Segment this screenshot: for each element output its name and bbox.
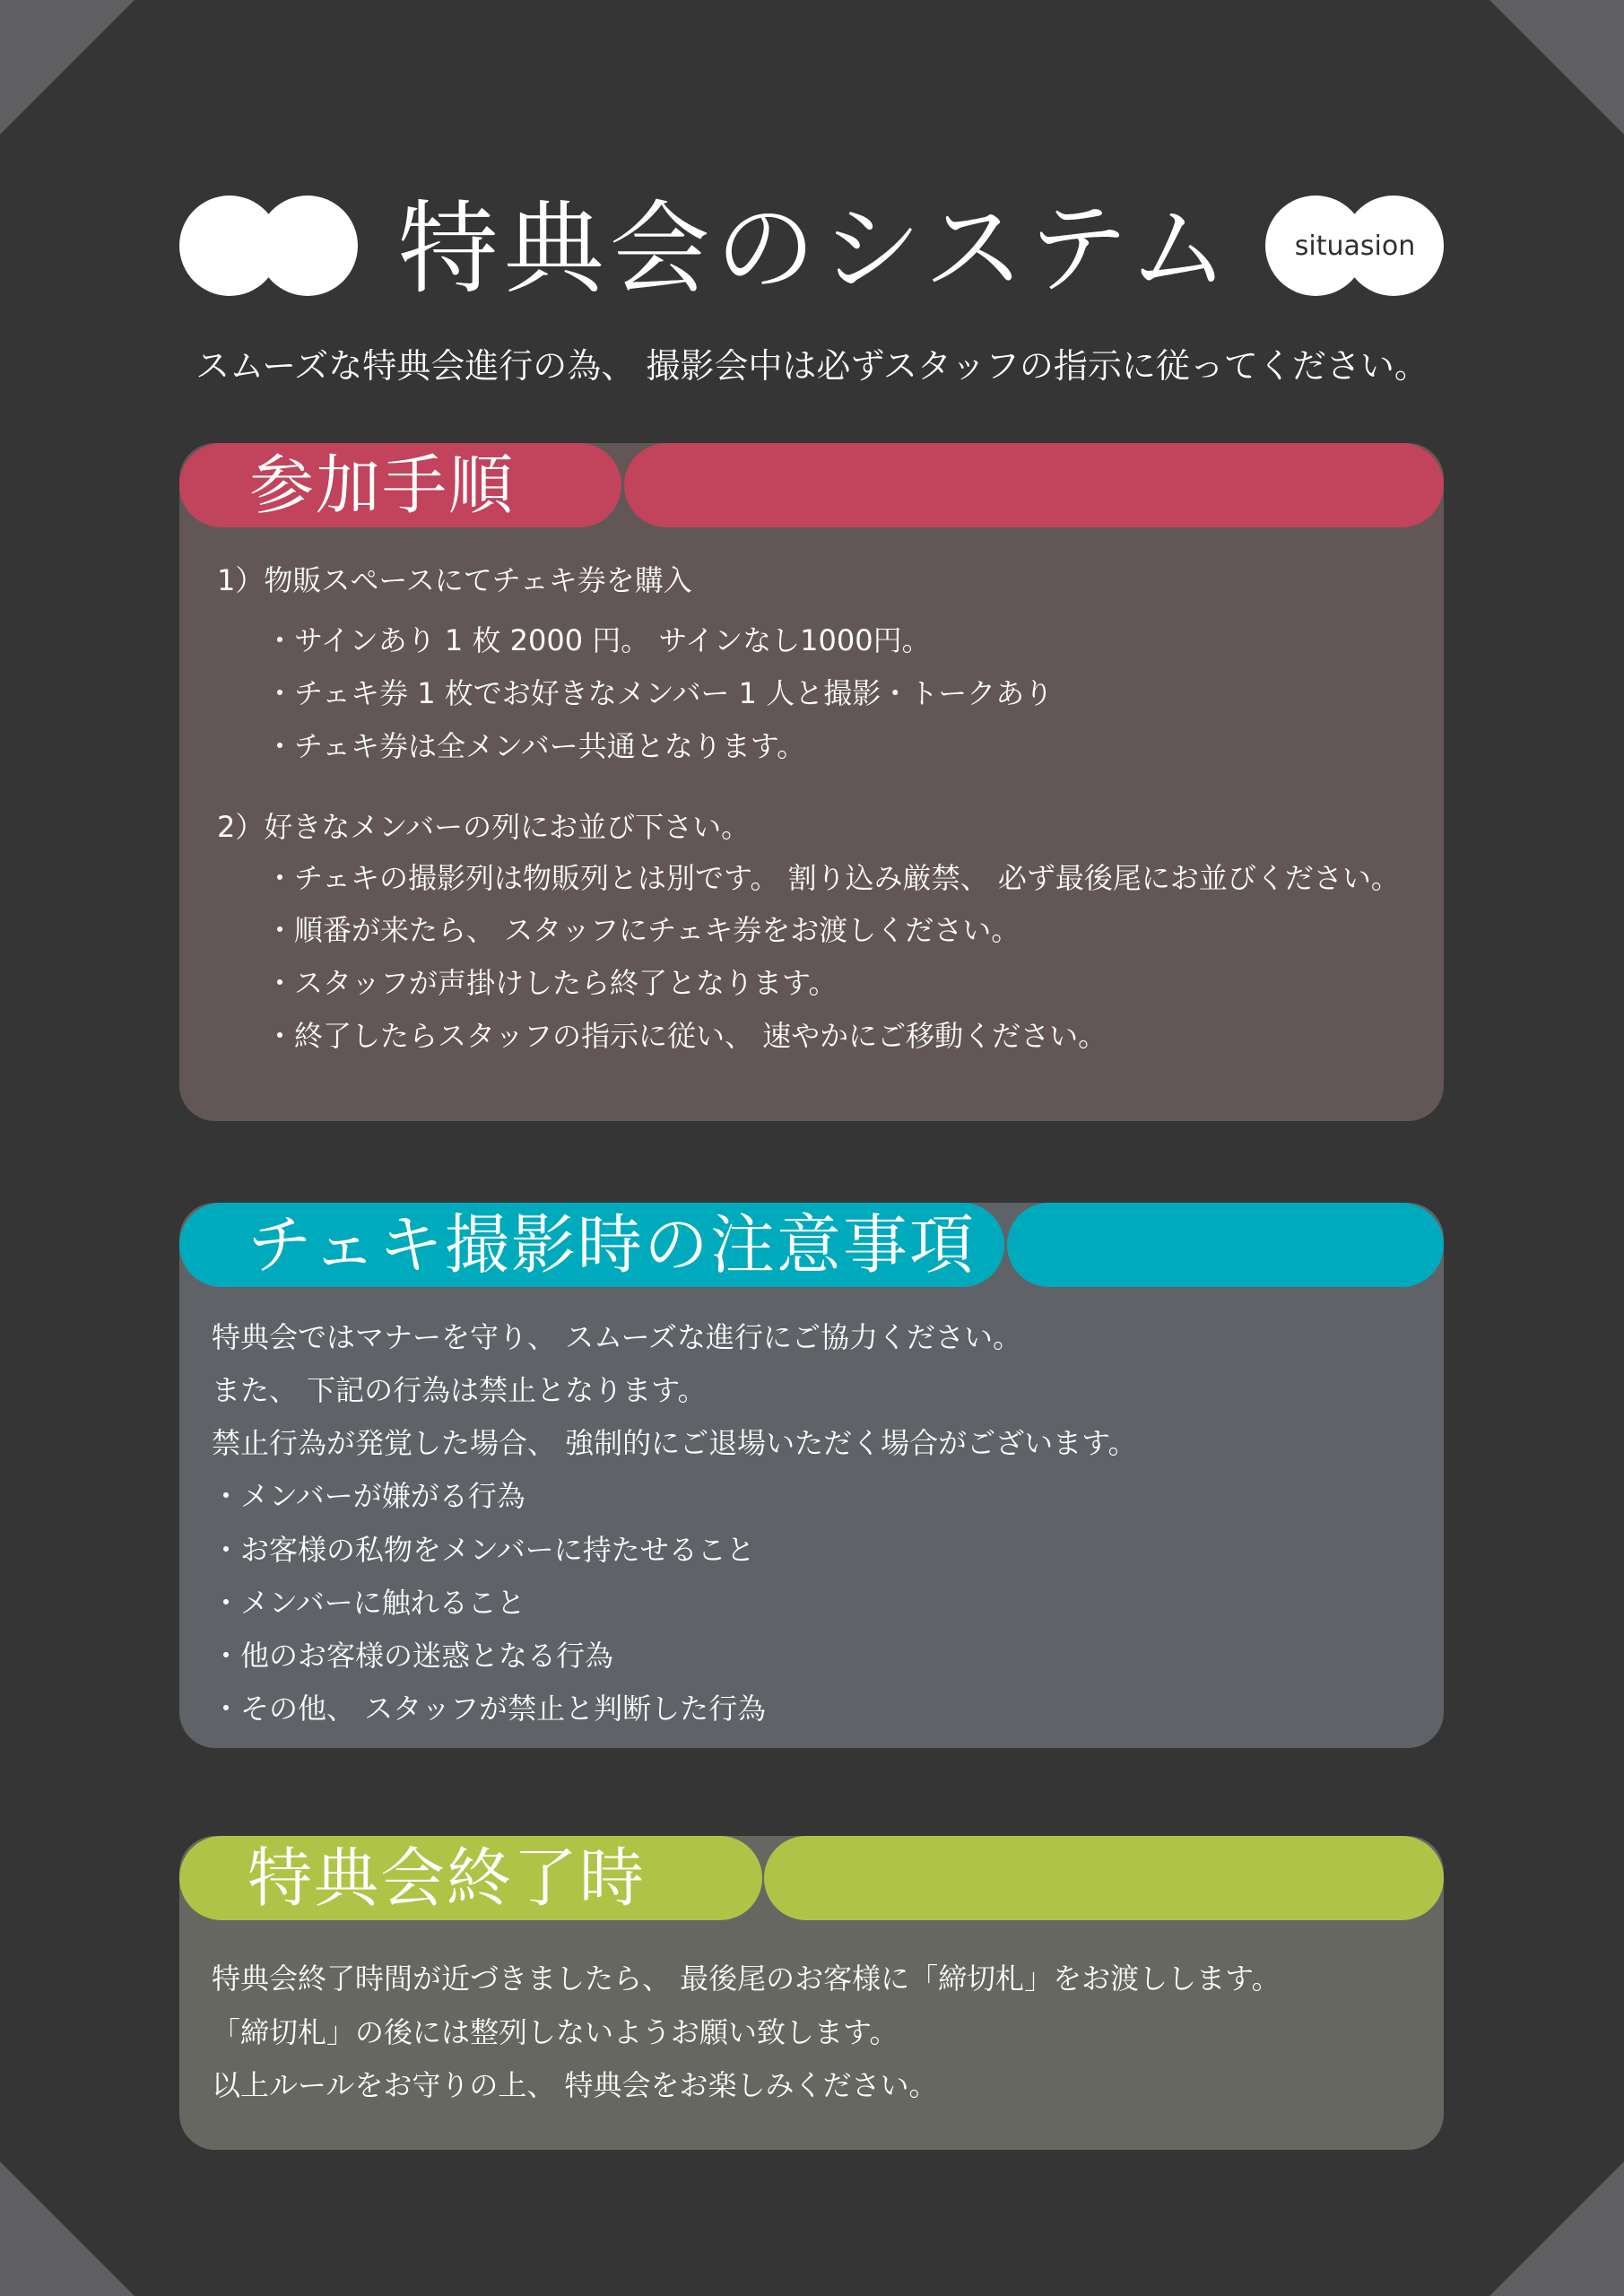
list-item: ・メンバーが嫌がる行為 [212, 1479, 525, 1513]
list-item: ・その他、 スタッフが禁止と判断した行為 [212, 1692, 767, 1726]
page-title: 特典会のシステム [397, 191, 1235, 308]
section-title: チェキ撮影時の注意事項 [248, 1207, 976, 1283]
list-item: ・メンバーに触れること [212, 1586, 525, 1620]
section-title-bar [764, 1836, 1444, 1920]
list-item: ・チェキ券 1 枚でお好きなメンバー 1 人と撮影・トークあり [265, 676, 1054, 710]
subtitle: スムーズな特典会進行の為、 撮影会中は必ずスタッフの指示に従ってください。 [195, 346, 1429, 386]
list-item: ・他のお客様の迷惑となる行為 [212, 1639, 614, 1673]
list-item: 2）好きなメンバーの列にお並び下さい。 [217, 810, 751, 844]
logo-text: situasion [1294, 230, 1416, 262]
section-title: 特典会終了時 [248, 1840, 647, 1916]
list-item: 以上ルールをお守りの上、 特典会をお楽しみください。 [212, 2068, 938, 2102]
list-item: 特典会終了時間が近づきましたら、 最後尾のお客様に「締切札」をお渡しします。 [212, 1961, 1281, 1996]
section-title: 参加手順 [249, 448, 516, 523]
list-item: 特典会ではマナーを守り、 スムーズな進行にご協力ください。 [212, 1320, 1021, 1354]
list-item: 禁止行為が発覚した場合、 強制的にご退場いただく場合がございます。 [212, 1426, 1137, 1460]
list-item: ・サインあり 1 枚 2000 円。 サインなし1000円。 [265, 623, 931, 657]
section-title-bar [624, 443, 1444, 527]
list-item: ・チェキの撮影列は物販列とは別です。 割り込み厳禁、 必ず最後尾にお並びください。 [265, 861, 1400, 895]
section-title-bar [1007, 1203, 1444, 1287]
list-item: ・チェキ券は全メンバー共通となります。 [265, 729, 806, 763]
list-item: また、 下記の行為は禁止となります。 [212, 1373, 707, 1407]
list-item: 1）物販スペースにてチェキ券を購入 [217, 563, 692, 597]
list-item: ・スタッフが声掛けしたら終了となります。 [265, 966, 838, 1000]
list-item: ・終了したらスタッフの指示に従い、 速やかにご移動ください。 [265, 1019, 1107, 1053]
list-item: ・お客様の私物をメンバーに持たせること [212, 1533, 755, 1567]
list-item: 「締切札」の後には整列しないようお願い致します。 [212, 2015, 899, 2049]
list-item: ・順番が来たら、 スタッフにチェキ券をお渡しください。 [265, 913, 1020, 947]
decorative-circle-left-2 [257, 196, 358, 296]
